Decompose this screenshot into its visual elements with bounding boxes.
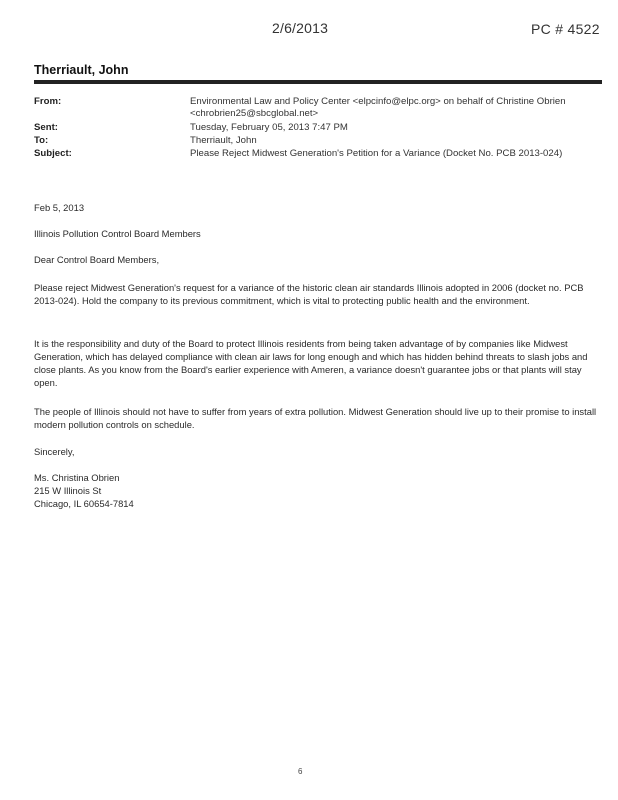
paragraph-3-text: The people of Illinois should not have to suffer from years of extra pollution. Midwest Generation should live up to their promise to install modern pollution controls on schedule. (34, 406, 597, 430)
to-value: Therriault, John (190, 135, 257, 146)
letter-closing: Sincerely, (34, 446, 75, 457)
subject-label: Subject: (34, 148, 72, 159)
pc-number-stamp: PC # 4522 (531, 21, 600, 37)
to-label: To: (34, 135, 49, 146)
paragraph-1-text: Please reject Midwest Generation's request for a variance of the historic clean air standards Illinois adopted in 2006 (docket no. PCB 2013-024). Hold the company to its previous commitment, which is vital to protecting public health and the environment. (34, 282, 584, 306)
subject-value: Please Reject Midwest Generation's Petition for a Variance (Docket No. PCB 2013-024) (190, 148, 563, 159)
letter-paragraph-1 (34, 281, 599, 307)
sent-label: Sent: (34, 122, 58, 133)
signature-block (34, 471, 599, 510)
signature-name: Ms. Christina Obrien (34, 472, 120, 483)
from-label: From: (34, 96, 62, 107)
letter-paragraph-2 (34, 337, 599, 389)
header-divider (34, 80, 602, 84)
letter-recipient: Illinois Pollution Control Board Members (34, 228, 201, 239)
signature-city: Chicago, IL 60654-7814 (34, 498, 134, 509)
received-date-stamp: 2/6/2013 (272, 20, 329, 36)
from-value: Environmental Law and Policy Center <elpcinfo@elpc.org> on behalf of Christine Obrien <chrobrien25@sbcglobal.net> (190, 96, 566, 119)
letter-salutation: Dear Control Board Members, (34, 254, 160, 265)
signature-street: 215 W Illinois St (34, 485, 102, 496)
mailbox-owner-name: Therriault, John (34, 63, 129, 77)
paragraph-2-text: It is the responsibility and duty of the Board to protect Illinois residents from being taken advantage of by companies like Midwest Generation, which has delayed compliance with clean air laws for long enough and which has hidden behind threats to slash jobs and close plants. As you know from the Board's earlier experience with Ameren, a variance doesn't guarantee jobs or that plants will stay open. (34, 338, 588, 388)
sent-value: Tuesday, February 05, 2013 7:47 PM (190, 122, 348, 133)
letter-paragraph-3 (34, 405, 599, 431)
letter-date: Feb 5, 2013 (34, 202, 85, 213)
page-number: 6 (298, 767, 303, 776)
